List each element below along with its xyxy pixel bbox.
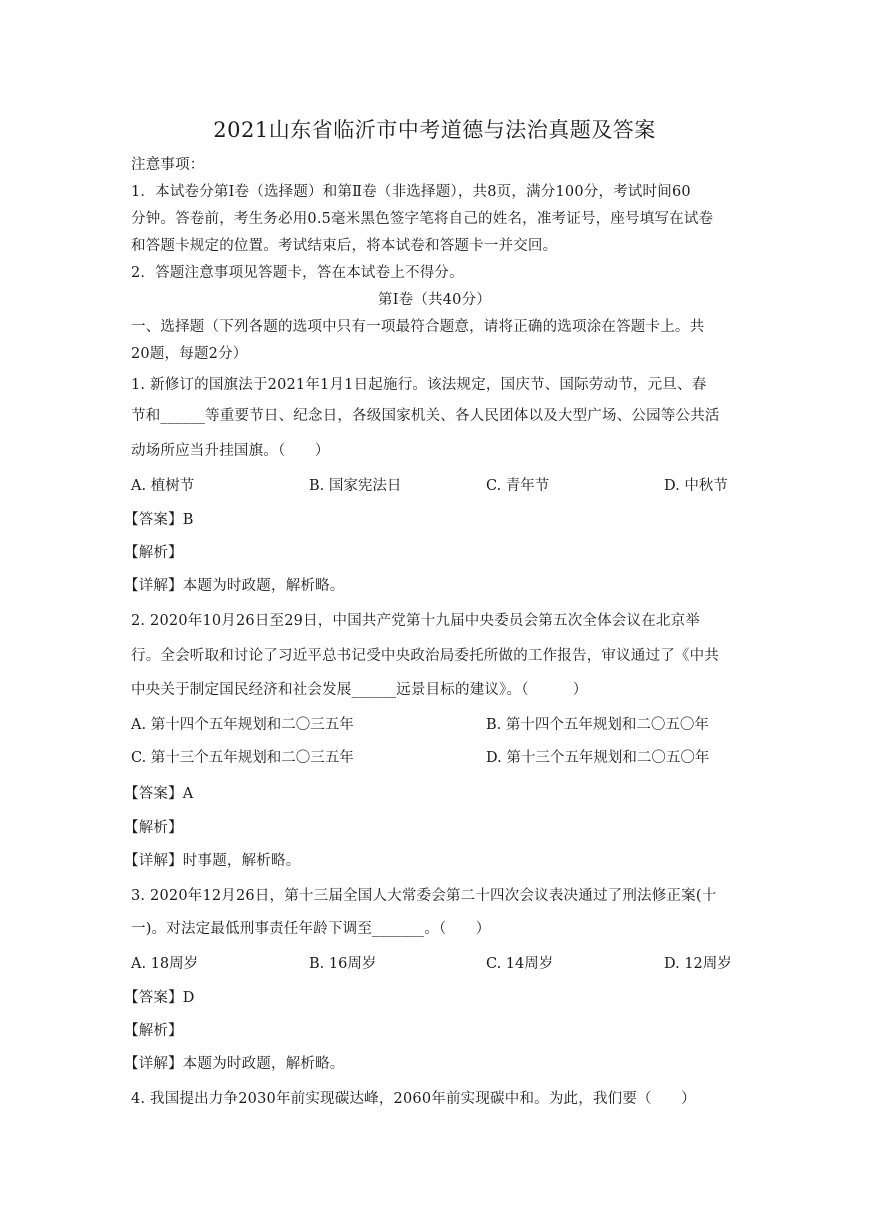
document-title: 2021山东省临沂市中考道德与法治真题及答案 xyxy=(213,118,656,142)
q2-detail: 【详解】时事题，解析略。 xyxy=(124,853,301,869)
q4-line-1: 4. 我国提出力争2030年前实现碳达峰，2060年前实现碳中和。为此，我们要（ ） xyxy=(131,1091,696,1107)
q3-line-1: 3. 2020年12月26日，第十三届全国人大常委会第二十四次会议表决通过了刑法修正案(十 xyxy=(131,888,717,904)
q1-option-b: B. 国家宪法日 xyxy=(309,478,402,494)
q1-option-d: D. 中秋节 xyxy=(664,478,728,494)
q1-answer: 【答案】B xyxy=(124,512,194,528)
q1-line-3: 动场所应当升挂国旗。（ ） xyxy=(131,443,330,459)
q3-option-b: B. 16周岁 xyxy=(309,956,377,972)
q1-analysis: 【解析】 xyxy=(124,545,183,561)
section-intro-2: 20题，每题2分） xyxy=(131,346,248,362)
section-title: 第Ⅰ卷（共40分） xyxy=(378,292,491,308)
notice-heading: 注意事项： xyxy=(131,157,205,173)
q2-line-2: 行。全会听取和讨论了习近平总书记受中央政治局委托所做的工作报告，审议通过了《中共 xyxy=(131,648,719,664)
q2-answer: 【答案】A xyxy=(124,786,194,802)
q2-option-b: B. 第十四个五年规划和二〇五〇年 xyxy=(486,717,709,733)
q3-detail: 【详解】本题为时政题，解析略。 xyxy=(124,1056,345,1072)
section-intro-1: 一、选择题（下列各题的选项中只有一项最符合题意，请将正确的选项涂在答题卡上。共 xyxy=(131,319,705,335)
q1-detail: 【详解】本题为时政题，解析略。 xyxy=(124,578,345,594)
q1-line-2: 节和______等重要节日、纪念日，各级国家机关、各人民团体以及大型广场、公园等公共活 xyxy=(131,408,720,424)
q3-option-c: C. 14周岁 xyxy=(486,956,554,972)
q1-option-a: A. 植树节 xyxy=(131,478,195,494)
q2-option-a: A. 第十四个五年规划和二〇三五年 xyxy=(131,717,354,733)
q2-line-1: 2. 2020年10月26日至29日，中国共产党第十九届中央委员会第五次全体会议在北京举 xyxy=(131,613,700,629)
q2-analysis: 【解析】 xyxy=(124,820,183,836)
notice-line-2: 分钟。答卷前，考生务必用0.5毫米黑色签字笔将自己的姓名，准考证号，座号填写在试卷 xyxy=(131,211,714,227)
q3-line-2: 一)。对法定最低刑事责任年龄下调至_______。（ ） xyxy=(131,921,491,937)
q2-option-c: C. 第十三个五年规划和二〇三五年 xyxy=(131,750,354,766)
q1-option-c: C. 青年节 xyxy=(486,478,550,494)
notice-line-3: 和答题卡规定的位置。考试结束后，将本试卷和答题卡一并交回。 xyxy=(131,238,558,254)
q3-option-d: D. 12周岁 xyxy=(664,956,732,972)
q1-line-1: 1. 新修订的国旗法于2021年1月1日起施行。该法规定，国庆节、国际劳动节，元旦、春 xyxy=(131,377,707,393)
q3-answer: 【答案】D xyxy=(124,990,195,1006)
q3-option-a: A. 18周岁 xyxy=(131,956,199,972)
q2-option-d: D. 第十三个五年规划和二〇五〇年 xyxy=(486,750,710,766)
q2-line-3: 中央关于制定国民经济和社会发展______远景目标的建议》。（ ） xyxy=(131,682,588,698)
notice-line-1: 1．本试卷分第Ⅰ卷（选择题）和第Ⅱ卷（非选择题），共8页，满分100分，考试时间60 xyxy=(131,184,691,200)
notice-line-4: 2．答题注意事项见答题卡，答在本试卷上不得分。 xyxy=(131,265,464,281)
q3-analysis: 【解析】 xyxy=(124,1023,183,1039)
